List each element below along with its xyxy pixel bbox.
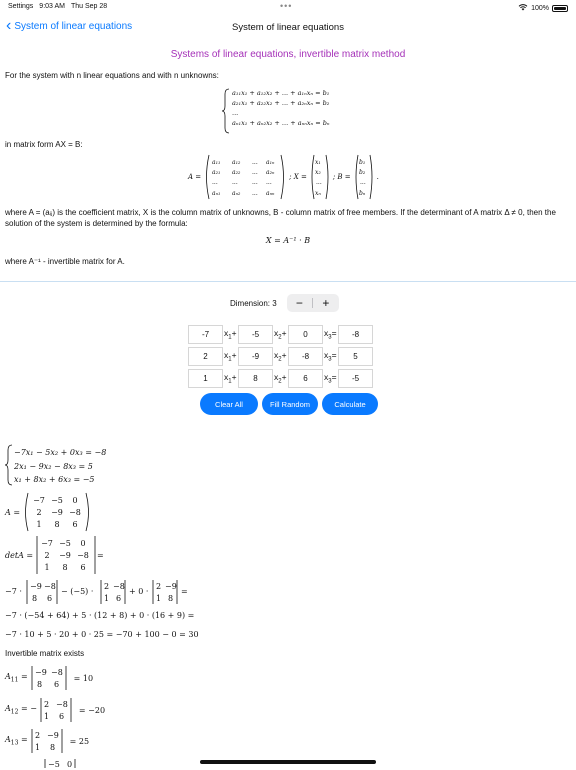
invertible-text: Invertible matrix exists (5, 649, 85, 658)
svg-text:+ 0 ·: + 0 · (129, 587, 149, 596)
result-eq: 2x₁ − 9x₂ − 8x₃ = 5 (14, 461, 93, 471)
fill-random-button[interactable]: Fill Random (262, 393, 318, 415)
var-label: $x_2+$ (274, 349, 287, 363)
general-matrix-a (204, 154, 286, 200)
grid-row (188, 324, 373, 344)
svg-text:2: 2 (34, 731, 40, 740)
chevron-left-icon: ‹ (6, 17, 12, 34)
svg-text:1: 1 (43, 712, 50, 721)
result-expansion-minors (5, 578, 215, 608)
minor-a12-matrix (39, 697, 77, 723)
svg-text:...: ... (266, 179, 272, 186)
matrix-a-parens (23, 492, 91, 532)
matrix-a-label: A = (188, 173, 202, 181)
svg-text:−7: −7 (41, 539, 53, 548)
rhs-input[interactable]: 5 (338, 347, 373, 366)
decrement-button[interactable]: − (295, 296, 303, 310)
increment-button[interactable]: + (322, 296, 330, 310)
var-label: $x_3=$ (324, 349, 337, 363)
svg-text:−7 ·: −7 · (5, 587, 22, 596)
wifi-icon (518, 3, 528, 13)
svg-text:−8: −8 (77, 551, 89, 560)
svg-text:a₁ₙ: a₁ₙ (266, 159, 275, 166)
svg-text:b₂: b₂ (358, 169, 365, 176)
svg-text:...: ... (315, 179, 322, 186)
svg-text:x₁: x₁ (314, 159, 321, 166)
nav-title: System of linear equations (232, 22, 344, 33)
result-expansion-line: −7 · (−54 + 64) + 5 · (12 + 8) + 0 · (16 + 9) = (5, 611, 195, 620)
coef-input[interactable]: 6 (288, 369, 323, 388)
svg-text:1: 1 (156, 594, 162, 603)
battery-percent: 100% (531, 4, 549, 12)
svg-text:−9: −9 (51, 508, 63, 517)
matrix-form-illustration: A = a₁₁ a₁₂ ... a₁ₙ a₂₁ a₂₂ ... a₂ₙ ... ... ... ... aₙ₁ aₙ₂ ... aₙₙ ; X = x₁ x₂ ... xₙ ; B = b₁ b₂ ... bₙ . (188, 154, 379, 200)
minor-a13-matrix (30, 728, 68, 754)
svg-text:aₙₙ: aₙₙ (266, 190, 275, 197)
svg-text:0: 0 (80, 539, 86, 548)
svg-text:=: = (181, 587, 188, 596)
svg-text:−8: −8 (113, 582, 125, 591)
general-matrix-b (354, 154, 374, 200)
home-indicator[interactable] (200, 760, 376, 764)
coef-input[interactable]: 0 (288, 325, 323, 344)
svg-text:−8: −8 (44, 582, 56, 591)
result-determinant-value: −7 · 10 + 5 · 20 + 0 · 25 = −70 + 100 − 0 = 30 (5, 630, 199, 639)
calculate-button[interactable]: Calculate (322, 393, 378, 415)
svg-text:−5: −5 (59, 539, 71, 548)
minor-a12-result: = −20 (78, 705, 106, 715)
svg-text:−9: −9 (34, 668, 47, 677)
minor-a13: $A_{13}$ = 2 −9 1 8 = 25 (5, 728, 89, 754)
svg-text:2: 2 (156, 582, 162, 591)
svg-text:a₂₂: a₂₂ (232, 169, 241, 176)
coef-input[interactable]: 8 (238, 369, 273, 388)
svg-text:x₂: x₂ (314, 169, 321, 176)
svg-text:0: 0 (67, 760, 73, 769)
var-label: $x_1+$ (224, 371, 237, 385)
svg-text:−8: −8 (69, 508, 81, 517)
general-matrix-x (310, 154, 330, 200)
system-line: a₂₁x₁ + a₂₂x₂ + ... + a₂ₙxₙ = b₂ (232, 99, 330, 107)
svg-text:b₁: b₁ (358, 159, 365, 166)
svg-text:...: ... (212, 179, 218, 186)
minor-a11-matrix (30, 665, 72, 691)
svg-text:2: 2 (44, 551, 50, 560)
expansion-minors-svg (5, 578, 215, 606)
result-matrix-a: A = −7 −5 0 2 −9 −8 1 8 6 (5, 492, 91, 532)
svg-text:6: 6 (80, 563, 86, 572)
svg-text:6: 6 (72, 520, 78, 529)
section-title: Systems of linear equations, invertible matrix method (170, 49, 406, 60)
var-label: $x_2+$ (274, 327, 287, 341)
svg-text:...: ... (252, 169, 258, 176)
dimension-label: Dimension: 3 (230, 298, 277, 308)
grid-row (188, 368, 373, 388)
svg-text:0: 0 (72, 496, 78, 505)
coef-input[interactable]: 2 (188, 347, 223, 366)
svg-text:bₙ: bₙ (358, 190, 365, 197)
status-bar (0, 0, 576, 14)
matrix-form-text: in matrix form AX = B: (5, 140, 83, 149)
svg-text:−9: −9 (165, 582, 177, 591)
det-matrix (35, 535, 103, 575)
svg-text:=: = (97, 551, 104, 560)
result-eq: −7x₁ − 5x₂ + 0x₃ = −8 (14, 448, 107, 457)
coef-input[interactable]: -8 (288, 347, 323, 366)
svg-text:...: ... (232, 179, 238, 186)
nav-bar (0, 16, 576, 40)
svg-text:−9: −9 (59, 551, 71, 560)
svg-text:1: 1 (44, 563, 50, 572)
svg-text:1: 1 (104, 594, 110, 603)
svg-text:a₂₁: a₂₁ (212, 169, 221, 176)
svg-text:6: 6 (58, 712, 65, 721)
svg-text:8: 8 (36, 680, 42, 689)
system-line: ... (232, 109, 239, 117)
svg-text:8: 8 (62, 563, 68, 572)
svg-text:8: 8 (32, 594, 38, 603)
svg-text:...: ... (252, 190, 258, 197)
status-left (8, 3, 107, 10)
action-buttons (200, 393, 378, 415)
multitask-dots[interactable]: ••• (280, 1, 293, 11)
intro-text: For the system with n linear equations and with n unknowns: (5, 71, 219, 80)
svg-text:−7: −7 (33, 496, 45, 505)
result-eq: x₁ + 8x₂ + 6x₃ = −5 (14, 475, 95, 484)
minor-a21-partial (5, 758, 85, 770)
dimension-stepper[interactable] (287, 294, 339, 312)
svg-text:1: 1 (36, 520, 42, 529)
system-line: a₁₁x₁ + a₁₂x₂ + ... + a₁ₙxₙ = b₁ (232, 89, 330, 97)
svg-text:1: 1 (34, 743, 40, 752)
back-label: System of linear equations (14, 20, 133, 32)
minor-a13-result: = 25 (69, 736, 90, 746)
svg-text:− (−5) ·: − (−5) · (61, 587, 94, 596)
svg-text:a₂ₙ: a₂ₙ (266, 169, 275, 176)
matrix-b-label: ; B = (332, 173, 351, 181)
svg-text:2: 2 (36, 508, 42, 517)
svg-text:2: 2 (104, 582, 110, 591)
status-right (518, 3, 568, 13)
svg-text:aₙ₂: aₙ₂ (232, 190, 241, 197)
svg-text:−5: −5 (48, 760, 60, 769)
inverse-note: where A⁻¹ - invertible matrix for A. (5, 257, 125, 266)
clear-all-button[interactable]: Clear All (200, 393, 258, 415)
left-brace-icon (222, 88, 230, 134)
minor-a21-partial-svg (5, 758, 85, 768)
var-label: $x_3=$ (324, 327, 337, 341)
rhs-input[interactable]: -8 (338, 325, 373, 344)
var-label: $x_1+$ (224, 349, 237, 363)
svg-text:−8: −8 (50, 668, 63, 677)
left-brace-icon (5, 444, 13, 486)
svg-text:...: ... (252, 179, 258, 186)
dimension-control (230, 294, 339, 312)
svg-text:−5: −5 (51, 496, 63, 505)
status-settings[interactable]: Settings (8, 3, 34, 10)
coefficient-grid (188, 324, 373, 390)
result-det (5, 535, 103, 575)
svg-text:8: 8 (168, 594, 174, 603)
svg-text:8: 8 (54, 520, 60, 529)
rhs-input[interactable]: -5 (338, 369, 373, 388)
var-label: $x_2+$ (274, 371, 287, 385)
svg-text:...: ... (252, 159, 258, 166)
svg-text:−8: −8 (55, 700, 68, 709)
minor-a12: $A_{12}$ = − 2 −8 1 6 = −20 (5, 697, 105, 723)
svg-text:−9: −9 (30, 582, 42, 591)
coef-input[interactable]: 1 (188, 369, 223, 388)
var-label: $x_1+$ (224, 327, 237, 341)
var-label: $x_3=$ (324, 371, 337, 385)
svg-text:a₁₁: a₁₁ (212, 159, 221, 166)
coef-input[interactable]: -9 (238, 347, 273, 366)
section-divider (0, 281, 576, 282)
system-line: aₙ₁x₁ + aₙ₂x₂ + ... + aₙₙxₙ = bₙ (232, 119, 330, 127)
status-date: Thu Sep 28 (70, 3, 108, 10)
matrix-x-label: ; X = (289, 173, 307, 181)
inverse-formula: X = A⁻¹ · B (265, 236, 311, 245)
svg-text:8: 8 (49, 743, 55, 752)
description-text: where A = (aᵢⱼ) is the coefficient matrix, X is the column matrix of unknowns, B - column matrix of free members. If the determinant of A matrix Δ ≠ 0, then the solution of the system is determined by the formula: (5, 208, 556, 228)
svg-text:6: 6 (47, 594, 53, 603)
svg-text:a₁₂: a₁₂ (232, 159, 241, 166)
svg-text:2: 2 (43, 700, 50, 709)
battery-icon (552, 5, 568, 12)
coef-input[interactable]: -5 (238, 325, 273, 344)
svg-text:...: ... (359, 179, 366, 186)
minor-a11: $A_{11}$ = −9 −8 8 6 = 10 (5, 665, 93, 691)
grid-row (188, 346, 373, 366)
det-label: detA = (5, 550, 34, 560)
coef-input[interactable]: -7 (188, 325, 223, 344)
svg-text:xₙ: xₙ (314, 190, 321, 197)
svg-text:6: 6 (53, 680, 59, 689)
status-time: 9:03 AM (39, 3, 65, 10)
svg-text:−9: −9 (46, 731, 59, 740)
svg-text:6: 6 (116, 594, 122, 603)
svg-text:aₙ₁: aₙ₁ (212, 190, 221, 197)
minor-a11-result: = 10 (73, 673, 94, 683)
